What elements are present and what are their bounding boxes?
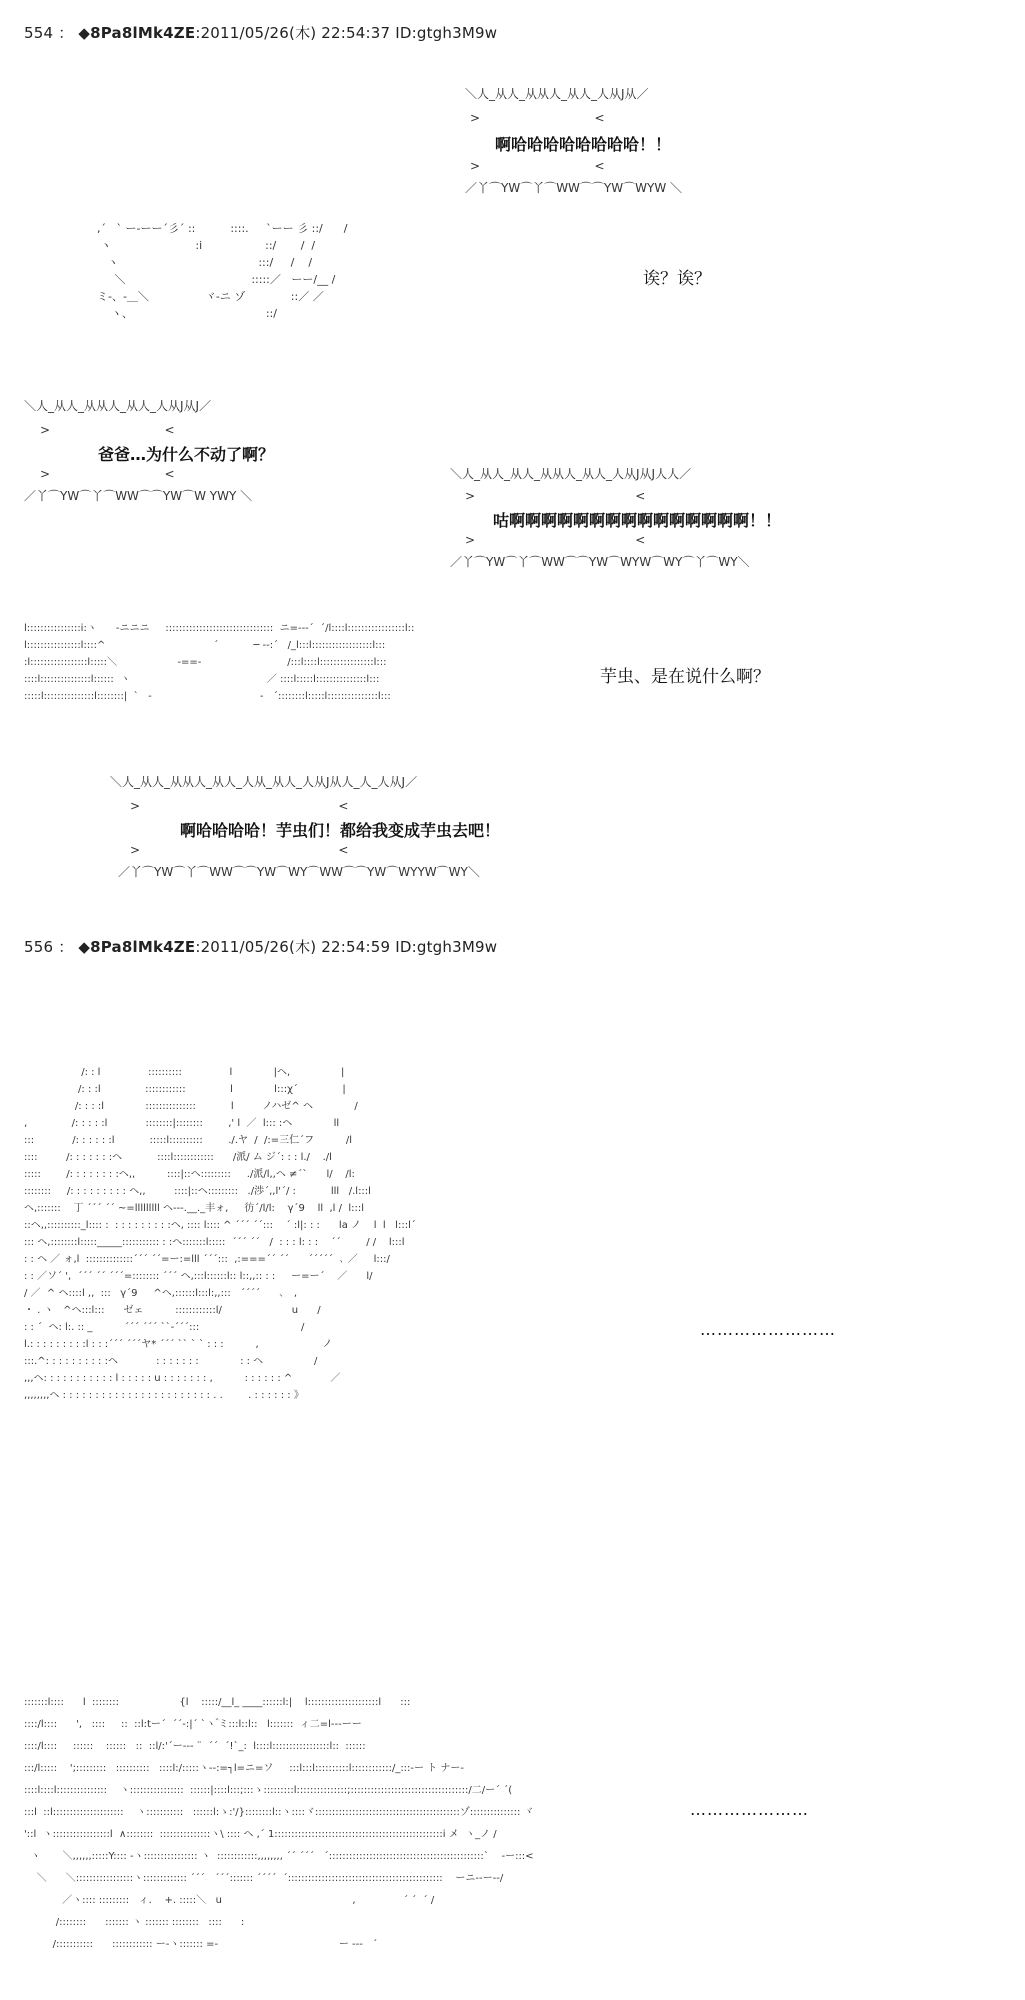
ascii-art-face-1: ,´ ` ー-ーー´彡´ :: ::::. `ーー 彡 ::/ / ヽ :i ::/ / / ヽ :::/ / / ＼ :::::／ ーー/__ / ミ-、-＿＼ ヾ-ニ ゾ ::／ ／ ヽ、 ::/ — [96, 222, 348, 320]
bubble-text: 啊哈哈哈哈！芋虫们！都给我变成芋虫去吧！ — [180, 821, 501, 840]
post-separator: ： — [58, 24, 74, 42]
bubble-frame-side: > < — [130, 799, 349, 813]
bubble-text: 啊哈哈哈哈哈哈哈哈！！ — [495, 135, 672, 154]
speech-text-2: 芋虫、是在说什么啊？ — [600, 667, 770, 687]
bubble-text: 咕啊啊啊啊啊啊啊啊啊啊啊啊啊啊啊！！ — [493, 511, 782, 530]
bubble-frame-side: > < — [40, 467, 175, 481]
bubble-frame-side: > < — [465, 489, 646, 503]
bubble-frame-top: ＼人_从人_从从人_从人_人从J从J／ — [24, 399, 212, 413]
bubble-frame-bottom: ／丫⌒YW⌒丫⌒WW⌒⌒YW⌒WY⌒WW⌒⌒YW⌒WYYW⌒WY＼ — [118, 865, 480, 879]
bubble-frame-top: ＼人_从人_从人_从从人_从人_人从J从J人人／ — [450, 467, 692, 481]
post-header-556 — [24, 936, 497, 957]
post-separator: ： — [58, 938, 74, 956]
bubble-frame-bottom: ／丫⌒YW⌒丫⌒WW⌒⌒YW⌒WYW ＼ — [465, 181, 682, 195]
post-trip: ◆8Pa8lMk4ZE — [78, 24, 196, 42]
post-header-554 — [24, 22, 497, 43]
post-datetime: :2011/05/26(木) 22:54:59 — [195, 938, 391, 956]
bubble-frame-bottom: ／丫⌒YW⌒丫⌒WW⌒⌒YW⌒WYW⌒WY⌒丫⌒WY＼ — [450, 555, 750, 569]
bubble-frame-top: ＼人_从人_从从人_从人_人从_从人_人从J从人_人_人从J／ — [110, 775, 418, 789]
post-id: ID:gtgh3M9w — [395, 24, 498, 42]
ellipsis-text-1: …………………… — [700, 1320, 836, 1339]
post-number: 556 — [24, 938, 54, 956]
ascii-art-face-2: l::::::::::::::::i:ヽ -ニニニ :::::::::::::::::::::::::::::::: ニ=---´ ´/l::::l:::::::::::::::::l:: l::::::::::::::::l::::^ ´ ─ ‐-:´ /_l:::l::::::::::::::::::l::: :l:::::::::::::::::l:::::＼ -==- /:::l::::l::::::::::::::::l::: ::::l:::::::::::::::l:::::: ヽ ／ ::::l:::::l:::::::::::::::l::: :::::l:::::::::::::::l::::::::| ` - - ´::::::::l:::::l:::::::::::::::l::: — [24, 623, 415, 702]
post-id: ID:gtgh3M9w — [395, 938, 498, 956]
post-trip: ◆8Pa8lMk4ZE — [78, 938, 196, 956]
bubble-frame-side: > < — [465, 533, 646, 547]
bubble-frame-bottom: ／丫⌒YW⌒丫⌒WW⌒⌒YW⌒W YWY ＼ — [24, 489, 253, 503]
ascii-art-face-4: :::::::l:::: l :::::::: {l :::::/__l_ ____::::::l:| l:::::::::::::::::::::l ::: ::::/l:::: ', :::: :: ::l:tー´ ´´-:|´ `ヽ ゙ミ:::l::l:: l::::::: ィ二=l---ーー ::::/l:::: :::::: :::::: :: ::l/:'´ー--- ¨ ´´ ´!`_: l::::l:::::::::::::::::l:: :::::: :::/l::::: ';::::::::: :::::::::: ::::l:/:::::ヽ--:=┐l=ニ=ソ :::l:::l::::::::::l::::::::::::/_:::-ー ト ナー- ::::l::::l::::::::::::::: ヽ:::::::::::::::: ::::::|::::l:::;:::ゝ:::::::::l:::::::::::::::;:::::::::::::::::::::::::::::::::::/二/ー´ ´( :::l ::l::::::::::::::::::::: ヽ::::::::::: ::::::l:ゝ:'/}::::::::l::ヽ::::ヾ:::::::::::::::::::::::::::::::::::::::::::ゾ::::::::::::::: ヾ '::l ヽ:::::::::::::::::l ∧:::::::: :::::::::::::::ヽ\ :::: ヘ ,´ 1::::::::::::::::::::::::::::::::::::::::::::::::::i メ ヽ_ノ / ヽ ＼,,,,,,:::::Y:::: -ヽ:::::::::::::::: ヽ ::::::::::::,,,,,,,, ´´ ´´´ ´::::::::::::::::::::::::::::::::::::::::::::::` -ー:::< ＼ ＼:::::::::::::::::ヽ::::::::::::: ´´´ ´´´::::::: ´´´´ ´:::::::::::::::::::::::::::::::::::::::::::::: ーニ--ー--/ ／ヽ:::: ::::::::: ィ. +. :::::＼ u , ´ ´ ´ / /:::::::: ::::::: ヽ ::::::: :::::::: :::: : /::::::::::: :::::::::::: ー-ヽ::::::: =- ー --- ´ — [24, 1697, 534, 1950]
bubble-frame-side: > < — [470, 111, 605, 125]
ellipsis-text-2: ………………… — [690, 1800, 809, 1819]
bubble-frame-side: > < — [130, 843, 349, 857]
bubble-frame-side: > < — [470, 159, 605, 173]
bubble-frame-side: > < — [40, 423, 175, 437]
ascii-art-face-3: /: : l :::::::::: l |ヘ, | /: : :l :::::::::::: l l:::χ´ | /: : : :l ::::::::::::::: l ノハゼ^ ヘ / , /: : : : :l ::::::::|:::::::: ,' l ／ l::: :ヘ ll ::: /: : : : : :l :::::l:::::::::: ./.ヤ / /:=三仁´フ /l :::: /: : : : : : :ヘ ::::l:::::::::::: /派/ ム ジ´: : : l./ ./l ::::: /: : : : : : : :ヘ,, ::::|::ヘ::::::::: ./派/l,,ヘ ≠´` l/ /l: :::::::: /: : : : : : : : : ヘ,, ::::|::ヘ::::::::: ./渉´,,l'´/ : lll /.l:::l ヘ,::::::: 丁 ´´´ ´´ ~=lllllllll ヘ---.__._丰ォ, 彷´/l/l: γ´9 ll ,l / l:::l ::ヘ,,::::::::::_l:::: : : : : : : : : : :ヘ, :::: l:::: ^ ´´´ ´´::: ´ :l|: : : la ノ l l l:::l´ ::: ヘ,::::::::l:::::_____::::::::::: : :ヘ:::::::l::::: ´´´ ´´ / : : : l: : : ´´ / / l:::l : : ヘ ／ ォ,l ::::::::::::::´´´ ´´=ー:=lll ´´´::: ,:===´´ ´´ ´´´´´ ､ ／ l:::/ : : ／ソ´ ', ´´´ ´´ ´´´=:::::::: ´´´ ヘ,:::l::::::l:: l::,,:: : : ー=ー´ ／ l/ / ／ ^ ヘ::::l ,, ::: γ´9 ^ヘ,::::::l:::l:,,::: ´´´´ ､ , ・ . ヽ ^ヘ:::l::: ゼェ ::::::::::::l/ u / : : ´ ヘ: l:. :: _ ´´´ ´´´ ``-´´´::: / l.: : : : : : : : :l : : :´´´ ´´´ヤ* ´´´ `` ` ` : : : , ノ :::.^: : : : : : : : : :ヘ : : : : : : : : : ヘ / ,,,ヘ: : : : : : : : : : : l : : : : : u : : : : : : : , : : : : : : ^ ／ ,,,,,,,,ヘ : : : : : : : : : : : : : : : : : : : : : : : . . . : : : : : : 》 — [24, 1067, 416, 1401]
post-datetime: :2011/05/26(木) 22:54:37 — [195, 24, 391, 42]
speech-text-1: 诶？诶？ — [643, 269, 711, 289]
bubble-text: 爸爸…为什么不动了啊？ — [98, 445, 275, 464]
bubble-frame-top: ＼人_从人_从从人_从人_人从J从／ — [465, 87, 649, 101]
post-number: 554 — [24, 24, 54, 42]
